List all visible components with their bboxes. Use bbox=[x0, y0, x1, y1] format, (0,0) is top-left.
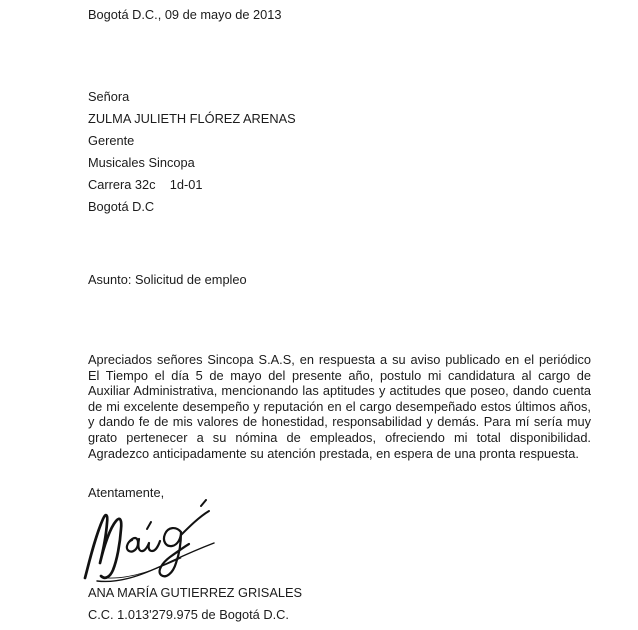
recipient-city: Bogotá D.C bbox=[88, 199, 155, 214]
body-line: El Tiempo el día 5 de mayo del presente año, postulo mi candidatura al cargo de bbox=[88, 367, 591, 383]
handwritten-signature-image bbox=[76, 499, 222, 585]
recipient-address: Carrera 32c 1d-01 bbox=[88, 177, 203, 192]
signer-name: ANA MARÍA GUTIERREZ GRISALES bbox=[88, 585, 303, 600]
recipient-block bbox=[88, 86, 296, 218]
recipient-company: Musicales Sincopa bbox=[88, 155, 195, 170]
signer-id-number: C.C. 1.013'279.975 de Bogotá D.C. bbox=[88, 607, 289, 622]
subject-line: Asunto: Solicitud de empleo bbox=[88, 272, 247, 287]
signature-ink-icon bbox=[76, 499, 222, 585]
recipient-salutation: Señora bbox=[88, 89, 130, 104]
recipient-title: Gerente bbox=[88, 133, 135, 148]
letter-date: Bogotá D.C., 09 de mayo de 2013 bbox=[88, 7, 282, 22]
body-line: grato pertenecer a su nómina de empleados, ofreciendo mi total disponibilidad. bbox=[88, 429, 591, 445]
letter-body bbox=[88, 352, 591, 461]
body-line: Agradezco anticipadamente su atención prestada, en espera de una pronta respuesta. bbox=[88, 445, 579, 461]
body-line: Apreciados señores Sincopa S.A.S, en respuesta a su aviso publicado en el periódico bbox=[88, 352, 591, 367]
body-line: de mi excelente desempeño y reputación en el cargo desempeñado estos últimos años, bbox=[88, 398, 591, 414]
body-line: Auxiliar Administrativa, mencionando las aptitudes y actitudes que poseo, dando cuenta bbox=[88, 383, 591, 399]
closing-line: Atentamente, bbox=[88, 485, 165, 500]
recipient-name: ZULMA JULIETH FLÓREZ ARENAS bbox=[88, 111, 296, 126]
body-line: y dando fe de mis valores de honestidad, responsabilidad y demás. Para mí sería muy bbox=[88, 414, 591, 430]
